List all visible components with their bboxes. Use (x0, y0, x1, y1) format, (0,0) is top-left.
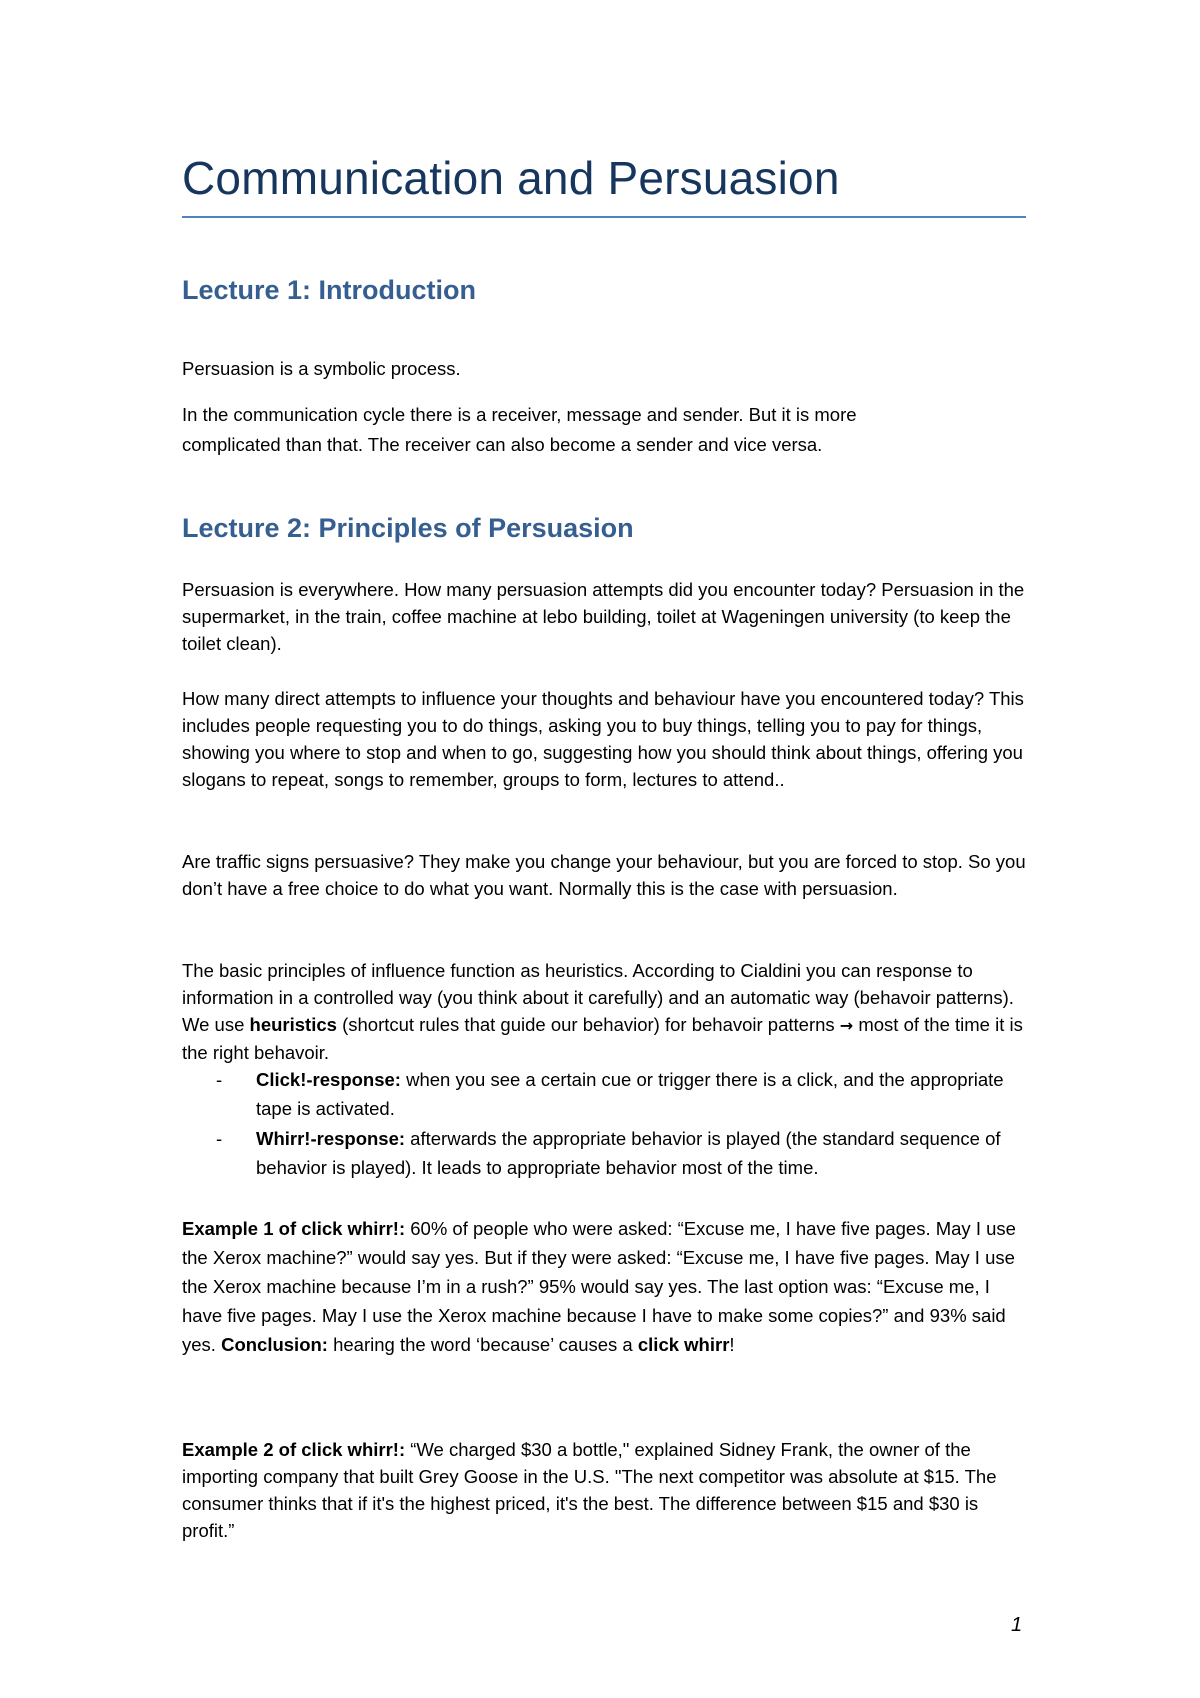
example-2-label: Example 2 of click whirr!: (182, 1439, 406, 1460)
example-1-paragraph (182, 1214, 1032, 1359)
conclusion-label: Conclusion: (221, 1334, 328, 1355)
bullet-term: Click!-response: (256, 1069, 401, 1090)
conclusion-end: ! (729, 1334, 735, 1355)
example-1-label: Example 1 of click whirr!: (182, 1218, 406, 1239)
bullet-text: when you see a certain cue or trigger there is a click, and the appropriate tape is activated. (256, 1069, 1004, 1119)
lecture-1-paragraph-2 (182, 400, 1032, 460)
lecture-2-paragraph-4 (182, 957, 1032, 1066)
bullet-item-whirr-response (256, 1124, 1036, 1182)
lecture-1-heading: Lecture 1: Introduction (182, 275, 477, 305)
bullet-text: afterwards the appropriate behavior is played (the standard sequence of behavior is played). It leads to appropriate behavior most of the time. (256, 1128, 1001, 1178)
bullet-item-click-response (256, 1065, 1036, 1123)
click-whirr-term: click whirr (637, 1334, 730, 1355)
paragraph-4-text-2: (shortcut rules that guide our behavior) for behavoir patterns (336, 1014, 840, 1035)
heuristics-term: heuristics (249, 1014, 337, 1035)
lecture-2-paragraph-1: Persuasion is everywhere. How many persuasion attempts did you encounter today? Persuasion in the supermarket, in the train, coffee machine at lebo building, toilet at Wageningen university (to keep the toilet clean). (182, 579, 1025, 654)
lecture-2-paragraph-2: How many direct attempts to influence your thoughts and behaviour have you encountered today? This includes people requesting you to do things, asking you to buy things, telling you to pay for things, showing you where to stop and when to go, suggesting how you should think about things, offering you slogans to repeat, songs to remember, groups to form, lectures to attend.. (182, 688, 1024, 790)
document-title: Communication and Persuasion (182, 152, 840, 204)
bullet-marker: - (216, 1128, 223, 1149)
lecture-2-paragraph-3: Are traffic signs persuasive? They make you change your behaviour, but you are forced to stop. So you don’t have a free choice to do what you want. Normally this is the case with persuasion. (182, 851, 1026, 899)
paragraph-4-text-3: most of the time it is the right behavoir. (182, 1014, 1023, 1063)
title-underline (182, 216, 1026, 218)
lecture-1-paragraph-2-line-2: complicated than that. The receiver can also become a sender and vice versa. (182, 434, 823, 455)
example-2-paragraph (182, 1436, 1032, 1544)
bullet-term: Whirr!-response: (256, 1128, 406, 1149)
example-2-text: “We charged $30 a bottle," explained Sidney Frank, the owner of the importing company that built Grey Goose in the U.S. "The next competitor was absolute at $15. The consumer thinks that if it's the highest priced, it's the best. The difference between $15 and $30 is profit.” (182, 1439, 997, 1541)
bullet-marker: - (216, 1069, 223, 1090)
paragraph-4-text-1: The basic principles of influence function as heuristics. According to Cialdini you can response to information in a controlled way (you think about it carefully) and an automatic way (behavoir patterns). We use (182, 960, 1014, 1035)
lecture-1-paragraph-1: Persuasion is a symbolic process. (182, 358, 461, 379)
example-1-text: 60% of people who were asked: “Excuse me, I have five pages. May I use the Xerox machine?” would say yes. But if they were asked: “Excuse me, I have five pages. May I use the Xerox machine because I’m in a rush?” 95% would say yes. The last option was: “Excuse me, I have five pages. May I use the Xerox machine because I have to make some copies?” and 93% said yes. (182, 1218, 1016, 1355)
lecture-2-heading: Lecture 2: Principles of Persuasion (182, 513, 634, 543)
page-number: 1 (1011, 1614, 1023, 1636)
lecture-1-paragraph-2-line-1: In the communication cycle there is a receiver, message and sender. But it is more (182, 404, 857, 425)
right-arrow-icon: → (839, 1016, 854, 1035)
conclusion-text: hearing the word ‘because’ causes a (327, 1334, 638, 1355)
